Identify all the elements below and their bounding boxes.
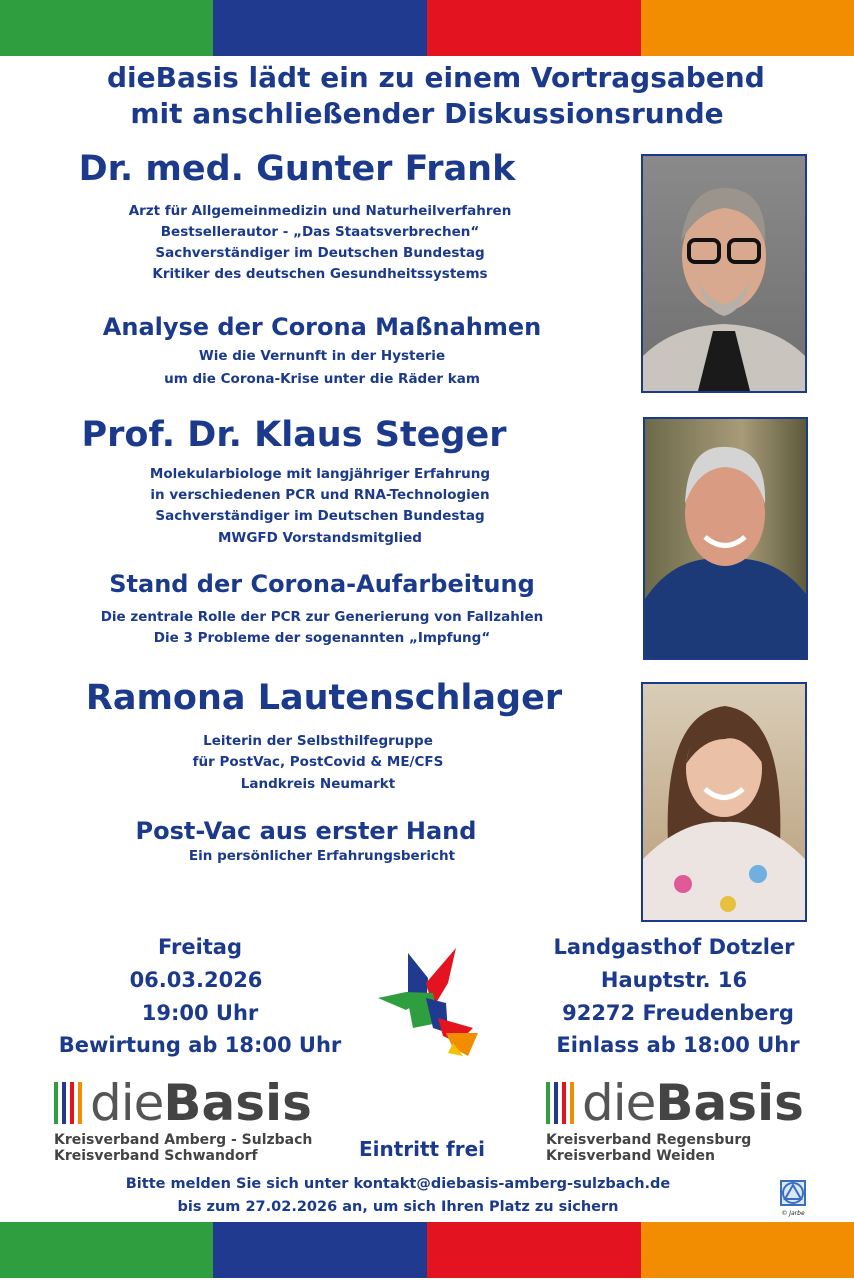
speaker-1-topic-line: um die Corona-Krise unter die Räder kam xyxy=(164,371,480,387)
venue-name: Landgasthof Dotzler xyxy=(553,935,795,959)
speaker-3-topic: Post-Vac aus erster Hand xyxy=(135,817,477,845)
venue-street: Hauptstr. 16 xyxy=(600,968,748,992)
event-time: 19:00 Uhr xyxy=(141,1001,259,1025)
stripe-orange xyxy=(641,0,854,56)
speaker-2-photo xyxy=(643,417,808,660)
stripe-green xyxy=(0,1222,213,1278)
speaker-3-photo xyxy=(641,682,807,922)
speaker-3-bio: Leiterin der Selbsthilfegruppe xyxy=(203,733,433,749)
speaker-3-topic-line: Ein persönlicher Erfahrungsbericht xyxy=(188,848,456,864)
stripe-red xyxy=(427,0,641,56)
speaker-3-bio: für PostVac, PostCovid & ME/CFS xyxy=(192,754,444,770)
speaker-3-bio: Landkreis Neumarkt xyxy=(240,776,396,792)
speaker-2-bio: in verschiedenen PCR und RNA-Technologien xyxy=(150,487,490,503)
logo-left-line: Kreisverband Amberg - Sulzbach xyxy=(54,1132,313,1148)
stripe-blue xyxy=(213,1222,427,1278)
speaker-2-bio: Molekularbiologe mit langjähriger Erfahrung xyxy=(149,466,491,482)
speaker-1-name: Dr. med. Gunter Frank xyxy=(78,149,516,189)
logo-right-line: Kreisverband Regensburg xyxy=(546,1132,752,1148)
event-day: Freitag xyxy=(157,935,243,959)
speaker-1-bio: Kritiker des deutschen Gesundheitssystems xyxy=(152,266,488,282)
header-line-1: dieBasis lädt ein zu einem Vortragsabend xyxy=(107,61,765,94)
speaker-2-name: Prof. Dr. Klaus Steger xyxy=(81,415,507,455)
stripe-orange xyxy=(641,1222,854,1278)
venue-entry: Einlass ab 18:00 Uhr xyxy=(556,1033,800,1057)
credit-text: © Jarbe xyxy=(781,1210,805,1217)
event-date: 06.03.2026 xyxy=(129,968,263,992)
speaker-2-bio: Sachverständiger im Deutschen Bundestag xyxy=(155,508,485,524)
speaker-1-photo xyxy=(641,154,807,393)
speaker-2-bio: MWGFD Vorstandsmitglied xyxy=(218,530,422,546)
event-catering: Bewirtung ab 18:00 Uhr xyxy=(58,1033,342,1057)
credit-mark xyxy=(778,1180,808,1217)
speaker-2-topic-line: Die zentrale Rolle der PCR zur Generierung von Fallzahlen xyxy=(100,609,544,625)
logo-left-line: Kreisverband Schwandorf xyxy=(54,1148,258,1165)
speaker-2-topic: Stand der Corona-Aufarbeitung xyxy=(109,570,535,598)
stripe-green xyxy=(0,0,213,56)
speaker-1-topic-line: Wie die Vernunft in der Hysterie xyxy=(198,348,446,364)
venue-city: 92272 Freudenberg xyxy=(562,1001,794,1025)
diebasis-logo-left: dieBasis Kreisverband Amberg - Sulzbach Kreisverband Schwandorf xyxy=(54,1074,313,1165)
dove-icon xyxy=(378,948,480,1058)
speaker-3-name: Ramona Lautenschlager xyxy=(85,678,563,718)
header-line-2: mit anschließender Diskussionsrunde xyxy=(130,97,724,130)
stripe-red xyxy=(427,1222,641,1278)
speaker-2-topic-line: Die 3 Probleme der sogenannten „Impfung“ xyxy=(153,630,491,646)
speaker-1-bio: Bestsellerautor - „Das Staatsverbrechen“ xyxy=(160,224,480,240)
footer-line-1: Bitte melden Sie sich unter kontakt@diebasis-amberg-sulzbach.de xyxy=(125,1176,671,1192)
diebasis-bars-icon xyxy=(54,1082,86,1132)
footer-line-2: bis zum 27.02.2026 an, um sich Ihren Platz zu sichern xyxy=(177,1199,619,1215)
diebasis-bars-icon xyxy=(546,1082,578,1132)
speaker-1-bio: Sachverständiger im Deutschen Bundestag xyxy=(155,245,485,261)
diebasis-logo-right: dieBasis Kreisverband Regensburg Kreisverband Weiden xyxy=(546,1074,804,1165)
logo-right-line: Kreisverband Weiden xyxy=(546,1148,715,1165)
speaker-1-bio: Arzt für Allgemeinmedizin und Naturheilverfahren xyxy=(128,203,512,219)
stripe-blue xyxy=(213,0,427,56)
admission-text: Eintritt frei xyxy=(358,1137,486,1161)
triangle-circle-icon xyxy=(780,1180,806,1206)
speaker-1-topic: Analyse der Corona Maßnahmen xyxy=(102,313,542,341)
